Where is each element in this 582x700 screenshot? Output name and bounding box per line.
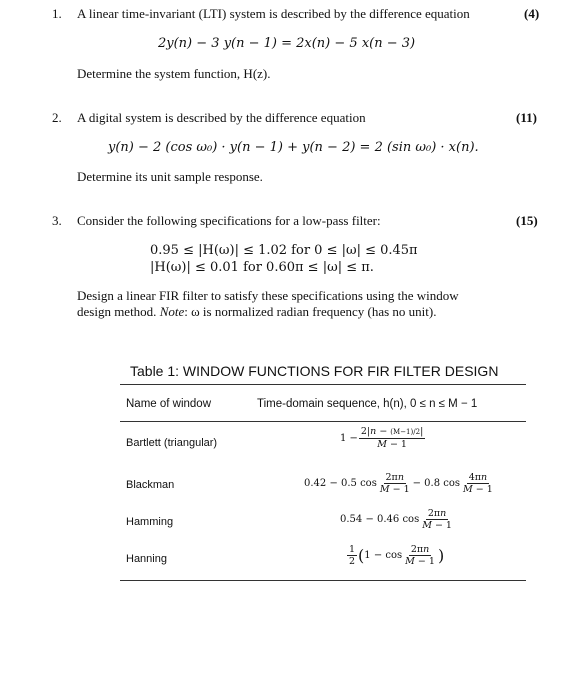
q3-spec-passband: 0.95 ≤ |H(ω)| ≤ 1.02 for 0 ≤ |ω| ≤ 0.45π: [150, 243, 418, 258]
q1-text: A linear time-invariant (LTI) system is described by the difference equation: [77, 6, 470, 21]
table-row-bartlett-name: Bartlett (triangular): [126, 437, 218, 449]
table-row-hamming-name: Hamming: [126, 516, 174, 528]
q3-task-line2: [77, 304, 436, 320]
q3-note-label: Note: [159, 304, 185, 319]
q3-marks: (15): [516, 213, 538, 228]
q1-marks: (4): [524, 6, 540, 21]
q3-spec-stopband: |H(ω)| ≤ 0.01 for 0.60π ≤ |ω| ≤ π.: [150, 260, 374, 275]
q1-task: Determine the system function, H(z).: [77, 66, 271, 81]
table-header-name: Name of window: [126, 398, 212, 410]
table-header-sequence: Time-domain sequence, h(n), 0 ≤ n ≤ M − 1: [257, 398, 478, 410]
table-header-rule: [120, 421, 526, 422]
bartlett-formula: 1 − $\frac{2|n - (M-1)/2|}{M - 1}$: [340, 426, 424, 450]
table-row-blackman-name: Blackman: [126, 479, 175, 491]
q2-marks: (11): [516, 110, 537, 125]
q3-text: Consider the following specifications for a low-pass filter:: [77, 213, 381, 228]
table-title: Table 1: WINDOW FUNCTIONS FOR FIR FILTER DESIGN: [130, 363, 499, 379]
q3-number: 3.: [52, 213, 62, 228]
q2-equation: y(n) − 2 (cos ω₀) · y(n − 1) + y(n − 2) = 2 (sin ω₀) · x(n).: [108, 140, 479, 155]
q3-task-suffix: : ω is normalized radian frequency (has no unit).: [184, 304, 437, 319]
q2-number: 2.: [52, 110, 62, 125]
table-bottom-rule: [120, 580, 526, 581]
q3-task-line1: Design a linear FIR filter to satisfy these specifications using the window: [77, 288, 459, 303]
table-row-hanning-name: Hanning: [126, 553, 167, 565]
q2-task: Determine its unit sample response.: [77, 169, 263, 184]
blackman-formula: 0.42 − 0.5 cos $\frac{2\pi n}{M - 1}$ − 0.8 cos $\frac{4\pi n}{M - 1}$: [304, 472, 493, 495]
hamming-formula: 0.54 − 0.46 cos $\frac{2\pi n}{M - 1}$: [340, 508, 452, 531]
q2-text: A digital system is described by the difference equation: [77, 110, 366, 125]
hanning-formula: $\frac{1}{2}$ ( 1 − cos $\frac{2\pi n}{M - 1}$ ): [349, 544, 445, 567]
table-top-rule: [120, 384, 526, 385]
q3-task-prefix: design method.: [77, 304, 157, 319]
q1-equation: 2y(n) − 3 y(n − 1) = 2x(n) − 5 x(n − 3): [158, 36, 416, 51]
q1-number: 1.: [52, 6, 62, 21]
